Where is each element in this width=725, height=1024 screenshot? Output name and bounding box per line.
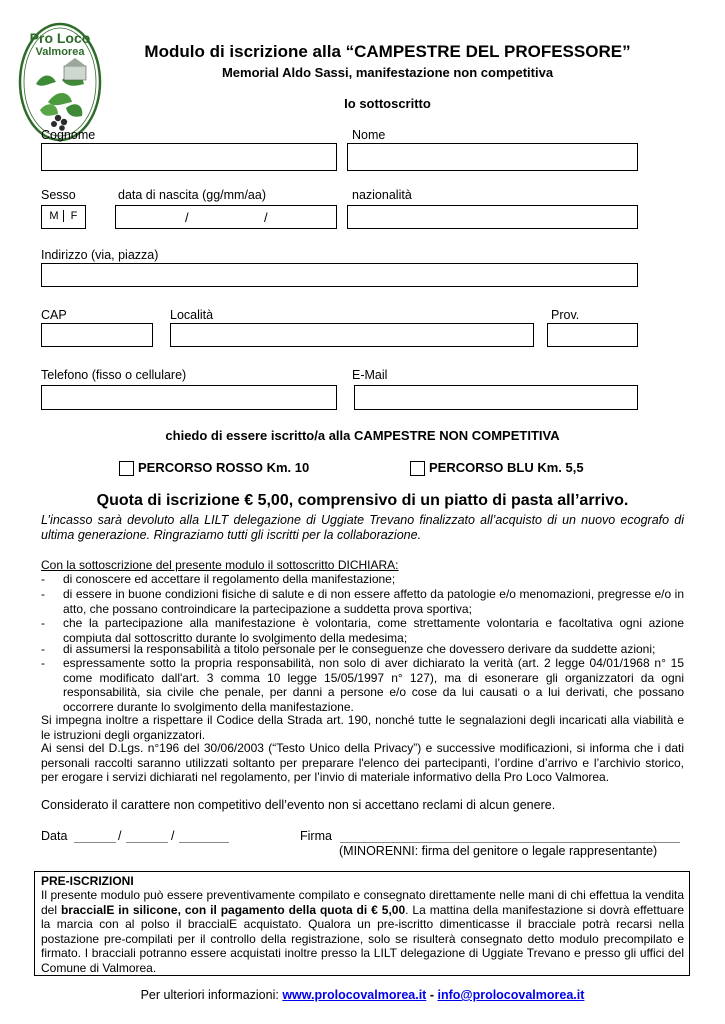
declaration-item-text: di conoscere ed accettare il regolamento della manifestazione; [63,572,396,586]
nazionalita-label: nazionalità [352,188,412,202]
bullet-dash: - [41,642,45,656]
preiscrizioni-text [41,888,684,976]
data-day-line[interactable] [74,842,116,843]
percorso-blu-checkbox[interactable] [410,461,425,476]
declaration-item-text: di assumersi la responsabilità a titolo personale per le conseguenze che dovessero derivare da suddette azioni; [63,642,656,656]
cap-label: CAP [41,308,67,322]
prov-field[interactable] [547,323,638,347]
minorenni-note: (MINORENNI: firma del genitore o legale rappresentante) [339,844,658,858]
privacy-text: Ai sensi del D.Lgs. n°196 del 30/06/2003 (“Testo Unico della Privacy”) e successive modificazioni, si informa che i dati personali raccolti saranno utilizzati soltanto per preparare l'elenco dei partecipanti, l’ordine d’arrivo e l’archivio storico, per erogare i servizi dichiarati nel regolamento, per l’invio di materiale informativo della Pro Loco Valmorea. [41,741,684,785]
percorso-rosso-checkbox[interactable] [119,461,134,476]
data-sep-1: / [118,829,122,843]
data-month-line[interactable] [126,842,168,843]
intro-text: Io sottoscritto [344,96,431,111]
nome-field[interactable] [347,143,638,171]
bullet-dash: - [41,656,45,670]
email-field[interactable] [354,385,638,410]
quota-heading: Quota di iscrizione € 5,00, comprensivo di un piatto di pasta all’arrivo. [96,492,629,509]
data-sep-2: / [171,829,175,843]
email-label: E-Mail [352,368,388,382]
declaration-intro: Con la sottoscrizione del presente modulo il sottoscritto DICHIARA: [41,558,399,572]
cap-field[interactable] [41,323,153,347]
data-nascita-field[interactable] [115,205,337,229]
bullet-dash: - [41,587,45,601]
localita-field[interactable] [170,323,534,347]
cognome-label: Cognome [41,128,96,142]
sex-m-option[interactable]: M [45,210,64,222]
strada-text: Si impegna inoltre a rispettare il Codice della Strada art. 190, nonché tutte le segnalazioni degli incaricati alla viabilità e le istruzioni degli organizzatori. [41,713,684,742]
declaration-item-text: di essere in buone condizioni fisiche di salute e di non essere affetto da patologie e/o menomazioni, pregresse e/o in atto, che possano controindicare la partecipazione a suddetta prova sportiva; [63,587,684,616]
preiscrizioni-text-bold: braccialE in silicone, con il pagamento della quota di € 5,00 [60,902,406,917]
declaration-item [41,572,684,587]
considerato-text: Considerato il carattere non competitivo dell’evento non si accettano reclami di alcun genere. [41,798,556,812]
website-link[interactable]: www.prolocovalmorea.it [282,988,427,1002]
nazionalita-field[interactable] [347,205,638,229]
email-link[interactable]: info@prolocovalmorea.it [437,988,585,1002]
telefono-label: Telefono (fisso o cellulare) [41,368,187,382]
indirizzo-field[interactable] [41,263,638,287]
cognome-field[interactable] [41,143,337,171]
form-title: Modulo di iscrizione alla “CAMPESTRE DEL PROFESSORE” [144,42,631,61]
logo-text-line2: Valmorea [35,46,85,58]
request-text: chiedo di essere iscritto/a alla CAMPESTRE NON COMPETITIVA [165,428,560,443]
footer-separator: - [429,988,434,1002]
preiscrizioni-text-b: . La mattina della manifestazione si dovrà effettuare la marcia con al polso il braccialE acquistato. Qualora un pre-iscritto dimenticasse il bracciale potrà recarsi nella postazione pre-compilati per il controllo della registrazione, solo se risulterà consegnato detto modulo precompilato e firmato. I bracciali potranno essere acquistati inoltre presso la LILT delegazione di Uggiate Trevano e presso gli uffici del Comune di Valmorea. [41,902,684,975]
data-nascita-label: data di nascita (gg/mm/aa) [118,188,266,202]
firma-label: Firma [300,829,332,843]
preiscrizioni-title: PRE-ISCRIZIONI [41,874,134,888]
logo-text-line1: Pro Loco [29,30,91,46]
footer-text: Per ulteriori informazioni: [140,988,283,1002]
pro-loco-logo [18,22,102,142]
declaration-item [41,616,684,645]
declaration-item [41,642,684,657]
data-year-line[interactable] [179,842,229,843]
bullet-dash: - [41,572,45,586]
localita-label: Località [170,308,214,322]
preiscrizioni-text-a: Il presente modulo può essere preventivamente compilato e consegnato direttamente nelle mani di chi effettua la vendita del [41,888,684,917]
nome-label: Nome [352,128,386,142]
sesso-label: Sesso [41,188,76,202]
footer [0,988,725,1002]
declaration-item [41,656,684,714]
prov-label: Prov. [551,308,580,322]
telefono-field[interactable] [41,385,337,410]
date-separator-2: / [264,210,268,225]
sex-f-option[interactable]: F [70,210,78,222]
declaration-item-text: che la partecipazione alla manifestazione è volontaria, come strettamente volontaria e facoltativa ogni azione compiuta dal sottoscritto durante lo svolgimento della medesima; [63,616,684,645]
form-subtitle: Memorial Aldo Sassi, manifestazione non competitiva [221,65,554,80]
indirizzo-label: Indirizzo (via, piazza) [41,248,159,262]
declaration-item-text: espressamente sotto la propria responsabilità, non solo di aver dichiarato la verità (art. 2 legge 04/01/1968 n° 15 come modificato dall'art. 3 comma 10 legge 15/05/1997 n° 127), ma di esonerare gli organizzatori da ogni responsabilità, sia civile che penale, per danni a persone e/o cose da lui causati o a lui derivati, che possano occorrere durante lo svolgimento della manifestazione. [63,656,684,714]
percorso-rosso-label: PERCORSO ROSSO Km. 10 [138,460,310,475]
bullet-dash: - [41,616,45,630]
declaration-item [41,587,684,616]
date-separator-1: / [185,210,189,225]
data-label: Data [41,829,68,843]
firma-line[interactable] [340,842,680,843]
percorso-blu-label: PERCORSO BLU Km. 5,5 [429,460,584,475]
quota-note: L’incasso sarà devoluto alla LILT delegazione di Uggiate Trevano finalizzato all’acquisto di un nuovo ecografo di ultima generazione. Ringraziamo tutti gli iscritti per la collaborazione. [41,513,684,542]
